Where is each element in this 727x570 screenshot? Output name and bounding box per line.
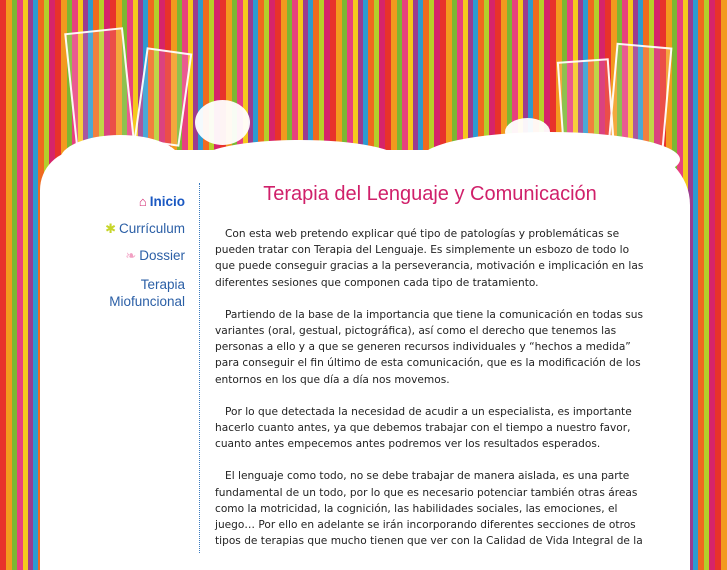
main-content [215,226,645,565]
building-icon [608,43,673,151]
page-title: Terapia del Lenguaje y Comunicación [263,183,597,205]
paragraph: Por lo que detectada la necesidad de acudir a un especialista, es importante hacerlo cuanto antes, ya que debemos trabajar con el tiempo a nuestro favor, cuanto antes empecemos antes podremos ver los resultados esperados. [215,405,632,451]
cloud-shape [200,140,400,180]
cloud-shape [420,132,680,187]
nav-item-inicio[interactable] [80,193,185,210]
nav-item-label: Dossier [139,248,185,263]
nav-item-dossier[interactable] [80,247,185,264]
tree-icon [195,100,250,145]
person-icon: ✱ [105,221,116,236]
nav-item-label: Currículum [118,221,185,236]
paragraph: El lenguaje como todo, no se debe trabajar de manera aislada, es una parte fundamental de un todo, por lo que es necesario potenciar también otras áreas como la motricidad, la cognición, las habilidades sociales, las emociones, el juego… Por ello en adelante se irán incorporando diferentes secciones de otros tipos de terapias que mucho tienen que ver con la Calidad de Vida Integral de la [215,470,643,548]
building-icon [64,27,135,147]
nav-item-label: Inicio [149,194,185,209]
paragraph: Con esta web pretendo explicar qué tipo de patologías y problemáticas se pueden tratar con Terapia del Lenguaje. Es simplemente un esbozo de todo lo que puede conseguir gracias a la perseverancia, motivación e implicación en las diferentes sesiones que componen cada tipo de tratamiento. [215,228,644,289]
nav-item-terapia-miofuncional[interactable] [80,276,185,310]
house-icon: ⌂ [138,194,147,209]
bird-icon: ❧ [125,248,137,263]
sidebar-nav [80,183,200,553]
nav-item-label: Terapia Miofuncional [109,277,185,309]
paragraph: Partiendo de la base de la importancia que tiene la comunicación en todas sus variantes (oral, gestual, pictográfica), así como el derecho que tenemos las personas a ello y a que se generen recursos individuales y “hechos a medida” para conseguir el fin último de esta comunicación, que es la modificación de los entornos en los que día a día nos movemos. [215,308,643,386]
cloud-shape [60,135,180,185]
nav-item-curriculum[interactable] [80,220,185,237]
building-icon [134,47,193,146]
